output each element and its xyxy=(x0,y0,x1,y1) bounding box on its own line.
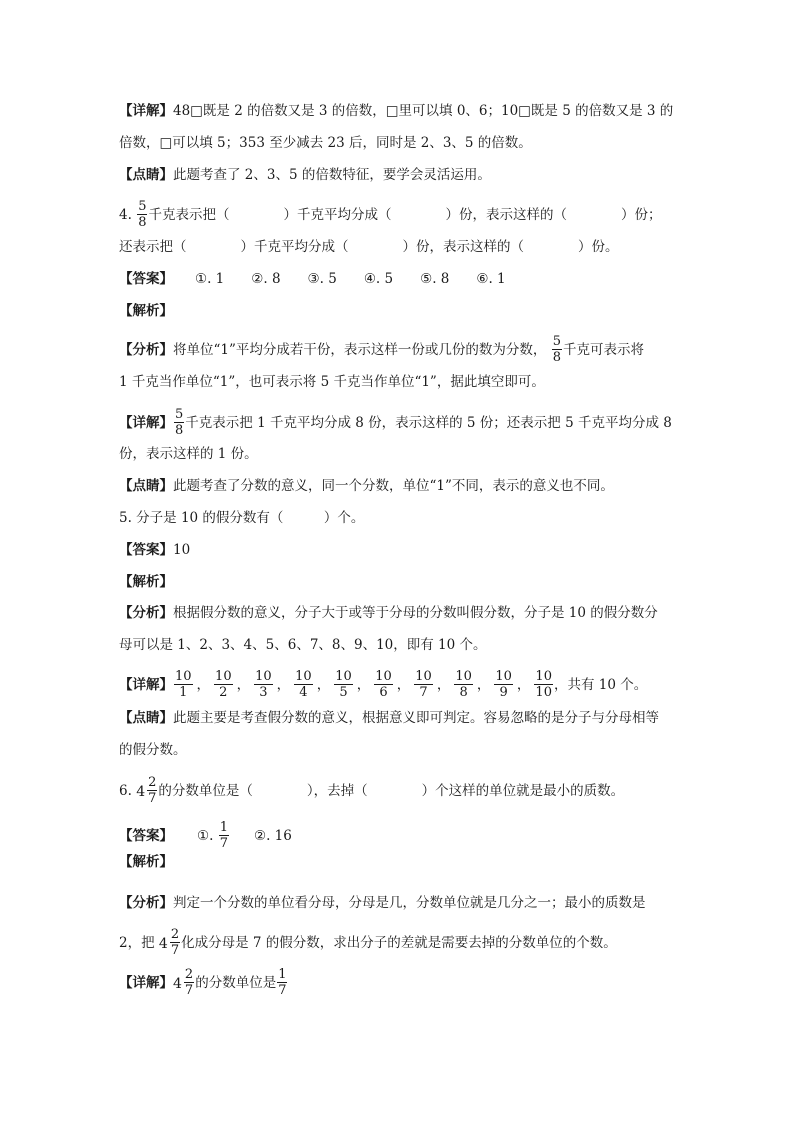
q4-xiangjie-line-2 xyxy=(119,444,258,464)
detail-text-cont: 倍数，□可以填 5；353 至少减去 23 后，同时是 2、3、5 的倍数。 xyxy=(119,135,532,151)
fraction-denominator: 3 xyxy=(259,685,268,700)
xiangjie-tag: 【详解】 xyxy=(119,975,173,991)
q6-mixed-number: 4 $\frac{2}{7}$ xyxy=(136,775,157,806)
q4-fraction: $\frac{5}{8}$ xyxy=(138,199,147,230)
analysis-tag: 【解析】 xyxy=(119,574,173,590)
fraction-denominator: 2 xyxy=(219,685,228,700)
fraction-separator: ， xyxy=(516,677,531,693)
fenxi-tag: 【分析】 xyxy=(119,895,173,911)
fenxi-text-b: 千克可表示将 xyxy=(562,342,644,358)
q5-fraction-item xyxy=(414,669,433,700)
q6-fenxi-mixed-number: 4 $\frac{2}{7}$ xyxy=(158,927,180,958)
fenxi-text-cont: 母可以是 1、2、3、4、5、6、7、8、9、10，即有 10 个。 xyxy=(119,637,487,653)
fraction-denominator: 7 xyxy=(419,685,428,700)
fraction-numerator: 10 xyxy=(495,669,512,684)
q5-fenxi-line-1 xyxy=(119,603,658,623)
fraction-numerator: 10 xyxy=(215,669,232,684)
q5-question xyxy=(119,508,364,528)
q4-text: 千克表示把（ ）千克平均分成（ ）份，表示这样的（ ）份； xyxy=(148,207,662,223)
fraction-numerator: 10 xyxy=(415,669,432,684)
xiangjie-tail: ，共有 10 个。 xyxy=(553,677,648,693)
fenxi-text: 判定一个分数的单位看分母，分母是几，分数单位就是几分之一；最小的质数是 xyxy=(173,895,646,911)
q5-analysis-heading xyxy=(119,572,173,592)
fraction-denominator: 8 xyxy=(459,685,468,700)
fenxi-text: 将单位“1”平均分成若干份，表示这样一份或几份的数为分数， xyxy=(173,342,547,358)
detail-tag: 【详解】 xyxy=(119,103,173,119)
q5-fraction-item xyxy=(254,669,273,700)
fraction-denominator: 4 xyxy=(299,685,308,700)
q5-fraction-item xyxy=(374,669,393,700)
fraction-denominator: 5 xyxy=(339,685,348,700)
q5-dianjing-line-2 xyxy=(119,740,187,760)
fenxi-text-2b: 化成分母是 7 的假分数，求出分子的差就是需要去掉的分数单位的个数。 xyxy=(181,935,617,951)
q4-dianjing xyxy=(119,476,614,496)
answer-text: ①. 1 ②. 8 ③. 5 ④. 5 ⑤. 8 ⑥. 1 xyxy=(195,271,506,287)
answer-b: ②. 16 xyxy=(253,828,292,844)
q4-answer xyxy=(119,269,506,289)
q6-xiangjie xyxy=(119,968,288,999)
answer-tag: 【答案】 xyxy=(119,271,173,287)
fraction-separator: ， xyxy=(356,677,371,693)
q4-line-2 xyxy=(119,237,619,257)
q5-text: 5. 分子是 10 的假分数有（ ）个。 xyxy=(119,510,365,526)
comment-line xyxy=(119,165,491,185)
dianjing-text: 此题考查了分数的意义，同一个分数，单位“1”不同，表示的意义也不同。 xyxy=(173,478,614,494)
xiangjie-tag: 【详解】 xyxy=(119,677,173,693)
analysis-tag: 【解析】 xyxy=(119,854,173,870)
xiangjie-tag: 【详解】 xyxy=(119,415,173,431)
fenxi-text-2a: 2，把 xyxy=(119,935,155,951)
fraction-numerator: 10 xyxy=(335,669,352,684)
dianjing-text-cont: 的假分数。 xyxy=(119,742,187,758)
q6-analysis-heading xyxy=(119,852,173,872)
q4-fenxi-fraction: $\frac{5}{8}$ xyxy=(552,334,561,365)
fraction-separator: ， xyxy=(236,677,251,693)
q5-answer xyxy=(119,540,190,560)
answer-tag: 【答案】 xyxy=(119,542,173,558)
answer-a: ①. xyxy=(197,828,214,844)
fenxi-tag: 【分析】 xyxy=(119,605,173,621)
dianjing-tag: 【点睛】 xyxy=(119,478,173,494)
fraction-denominator: 9 xyxy=(499,685,508,700)
q6-answer xyxy=(119,821,292,852)
q4-xiangjie-fraction: $\frac{5}{8}$ xyxy=(175,407,184,438)
fraction-separator: ， xyxy=(316,677,331,693)
fenxi-text-cont: 1 千克当作单位“1”，也可表示将 5 千克当作单位“1”，据此填空即可。 xyxy=(119,374,545,390)
q6-text: 的分数单位是（ ），去掉（ ）个这样的单位就是最小的质数。 xyxy=(158,783,625,799)
q5-fraction-item xyxy=(294,669,313,700)
analysis-tag: 【解析】 xyxy=(119,303,173,319)
detail-text: 48□既是 2 的倍数又是 3 的倍数，□里可以填 0、6；10□既是 5 的倍数又是 3 的 xyxy=(173,103,674,119)
q5-dianjing-line-1 xyxy=(119,708,659,728)
q4-text-cont: 还表示把（ ）千克平均分成（ ）份，表示这样的（ ）份。 xyxy=(119,239,619,255)
q4-fenxi-line-2 xyxy=(119,372,545,392)
q6-fenxi-line-2 xyxy=(119,928,617,959)
detail-line-1 xyxy=(119,101,673,121)
fraction-numerator: 10 xyxy=(375,669,392,684)
fraction-numerator: 10 xyxy=(295,669,312,684)
q5-fenxi-line-2 xyxy=(119,635,487,655)
xiangjie-text: 千克表示把 1 千克平均分成 8 份，表示这样的 5 份；还表示把 5 千克平均分成 8 xyxy=(185,415,672,431)
q5-fraction-list xyxy=(173,669,554,700)
dianjing-tag: 【点睛】 xyxy=(119,710,173,726)
detail-line-2 xyxy=(119,133,532,153)
fenxi-text: 根据假分数的意义，分子大于或等于分母的分数叫假分数，分子是 10 的假分数分 xyxy=(173,605,658,621)
q5-xiangjie xyxy=(119,670,647,701)
xiangjie-text: 的分数单位是 xyxy=(195,975,277,991)
q4-fenxi-line-1 xyxy=(119,335,644,366)
fraction-numerator: 10 xyxy=(255,669,272,684)
fraction-denominator: 10 xyxy=(535,685,552,700)
q6-answer-fraction: $\frac{1}{7}$ xyxy=(219,820,228,851)
xiangjie-text-cont: 份，表示这样的 1 份。 xyxy=(119,446,258,462)
q5-fraction-item xyxy=(534,669,553,700)
q6-fenxi-line-1 xyxy=(119,893,646,913)
q4-xiangjie-line-1 xyxy=(119,408,672,439)
fraction-separator: ， xyxy=(396,677,411,693)
q6-number: 6. xyxy=(119,783,132,799)
fraction-denominator: 6 xyxy=(379,685,388,700)
q5-fraction-item xyxy=(494,669,513,700)
q5-fraction-item xyxy=(454,669,473,700)
comment-text: 此题考查了 2、3、5 的倍数特征，要学会灵活运用。 xyxy=(173,167,491,183)
fraction-numerator: 10 xyxy=(175,669,192,684)
fraction-separator: ， xyxy=(476,677,491,693)
q4-line-1 xyxy=(119,200,661,231)
q5-fraction-item xyxy=(214,669,233,700)
answer-text: 10 xyxy=(173,542,191,558)
comment-tag: 【点睛】 xyxy=(119,167,173,183)
fraction-numerator: 10 xyxy=(455,669,472,684)
answer-tag: 【答案】 xyxy=(119,828,173,844)
dianjing-text: 此题主要是考查假分数的意义，根据意义即可判定。容易忽略的是分子与分母相等 xyxy=(173,710,659,726)
q4-analysis-heading xyxy=(119,301,173,321)
fraction-numerator: 10 xyxy=(535,669,552,684)
fraction-separator: ， xyxy=(436,677,451,693)
q6-xiangjie-result-fraction: $\frac{1}{7}$ xyxy=(278,967,287,998)
fenxi-tag: 【分析】 xyxy=(119,342,173,358)
q5-fraction-item xyxy=(334,669,353,700)
fraction-separator: ， xyxy=(196,677,211,693)
q4-number: 4. xyxy=(119,207,132,223)
fraction-denominator: 1 xyxy=(179,685,188,700)
fraction-separator: ， xyxy=(276,677,291,693)
q6-xiangjie-mixed-number: 4 $\frac{2}{7}$ xyxy=(173,967,194,998)
q5-fraction-item xyxy=(174,669,193,700)
q6-question xyxy=(119,776,624,807)
